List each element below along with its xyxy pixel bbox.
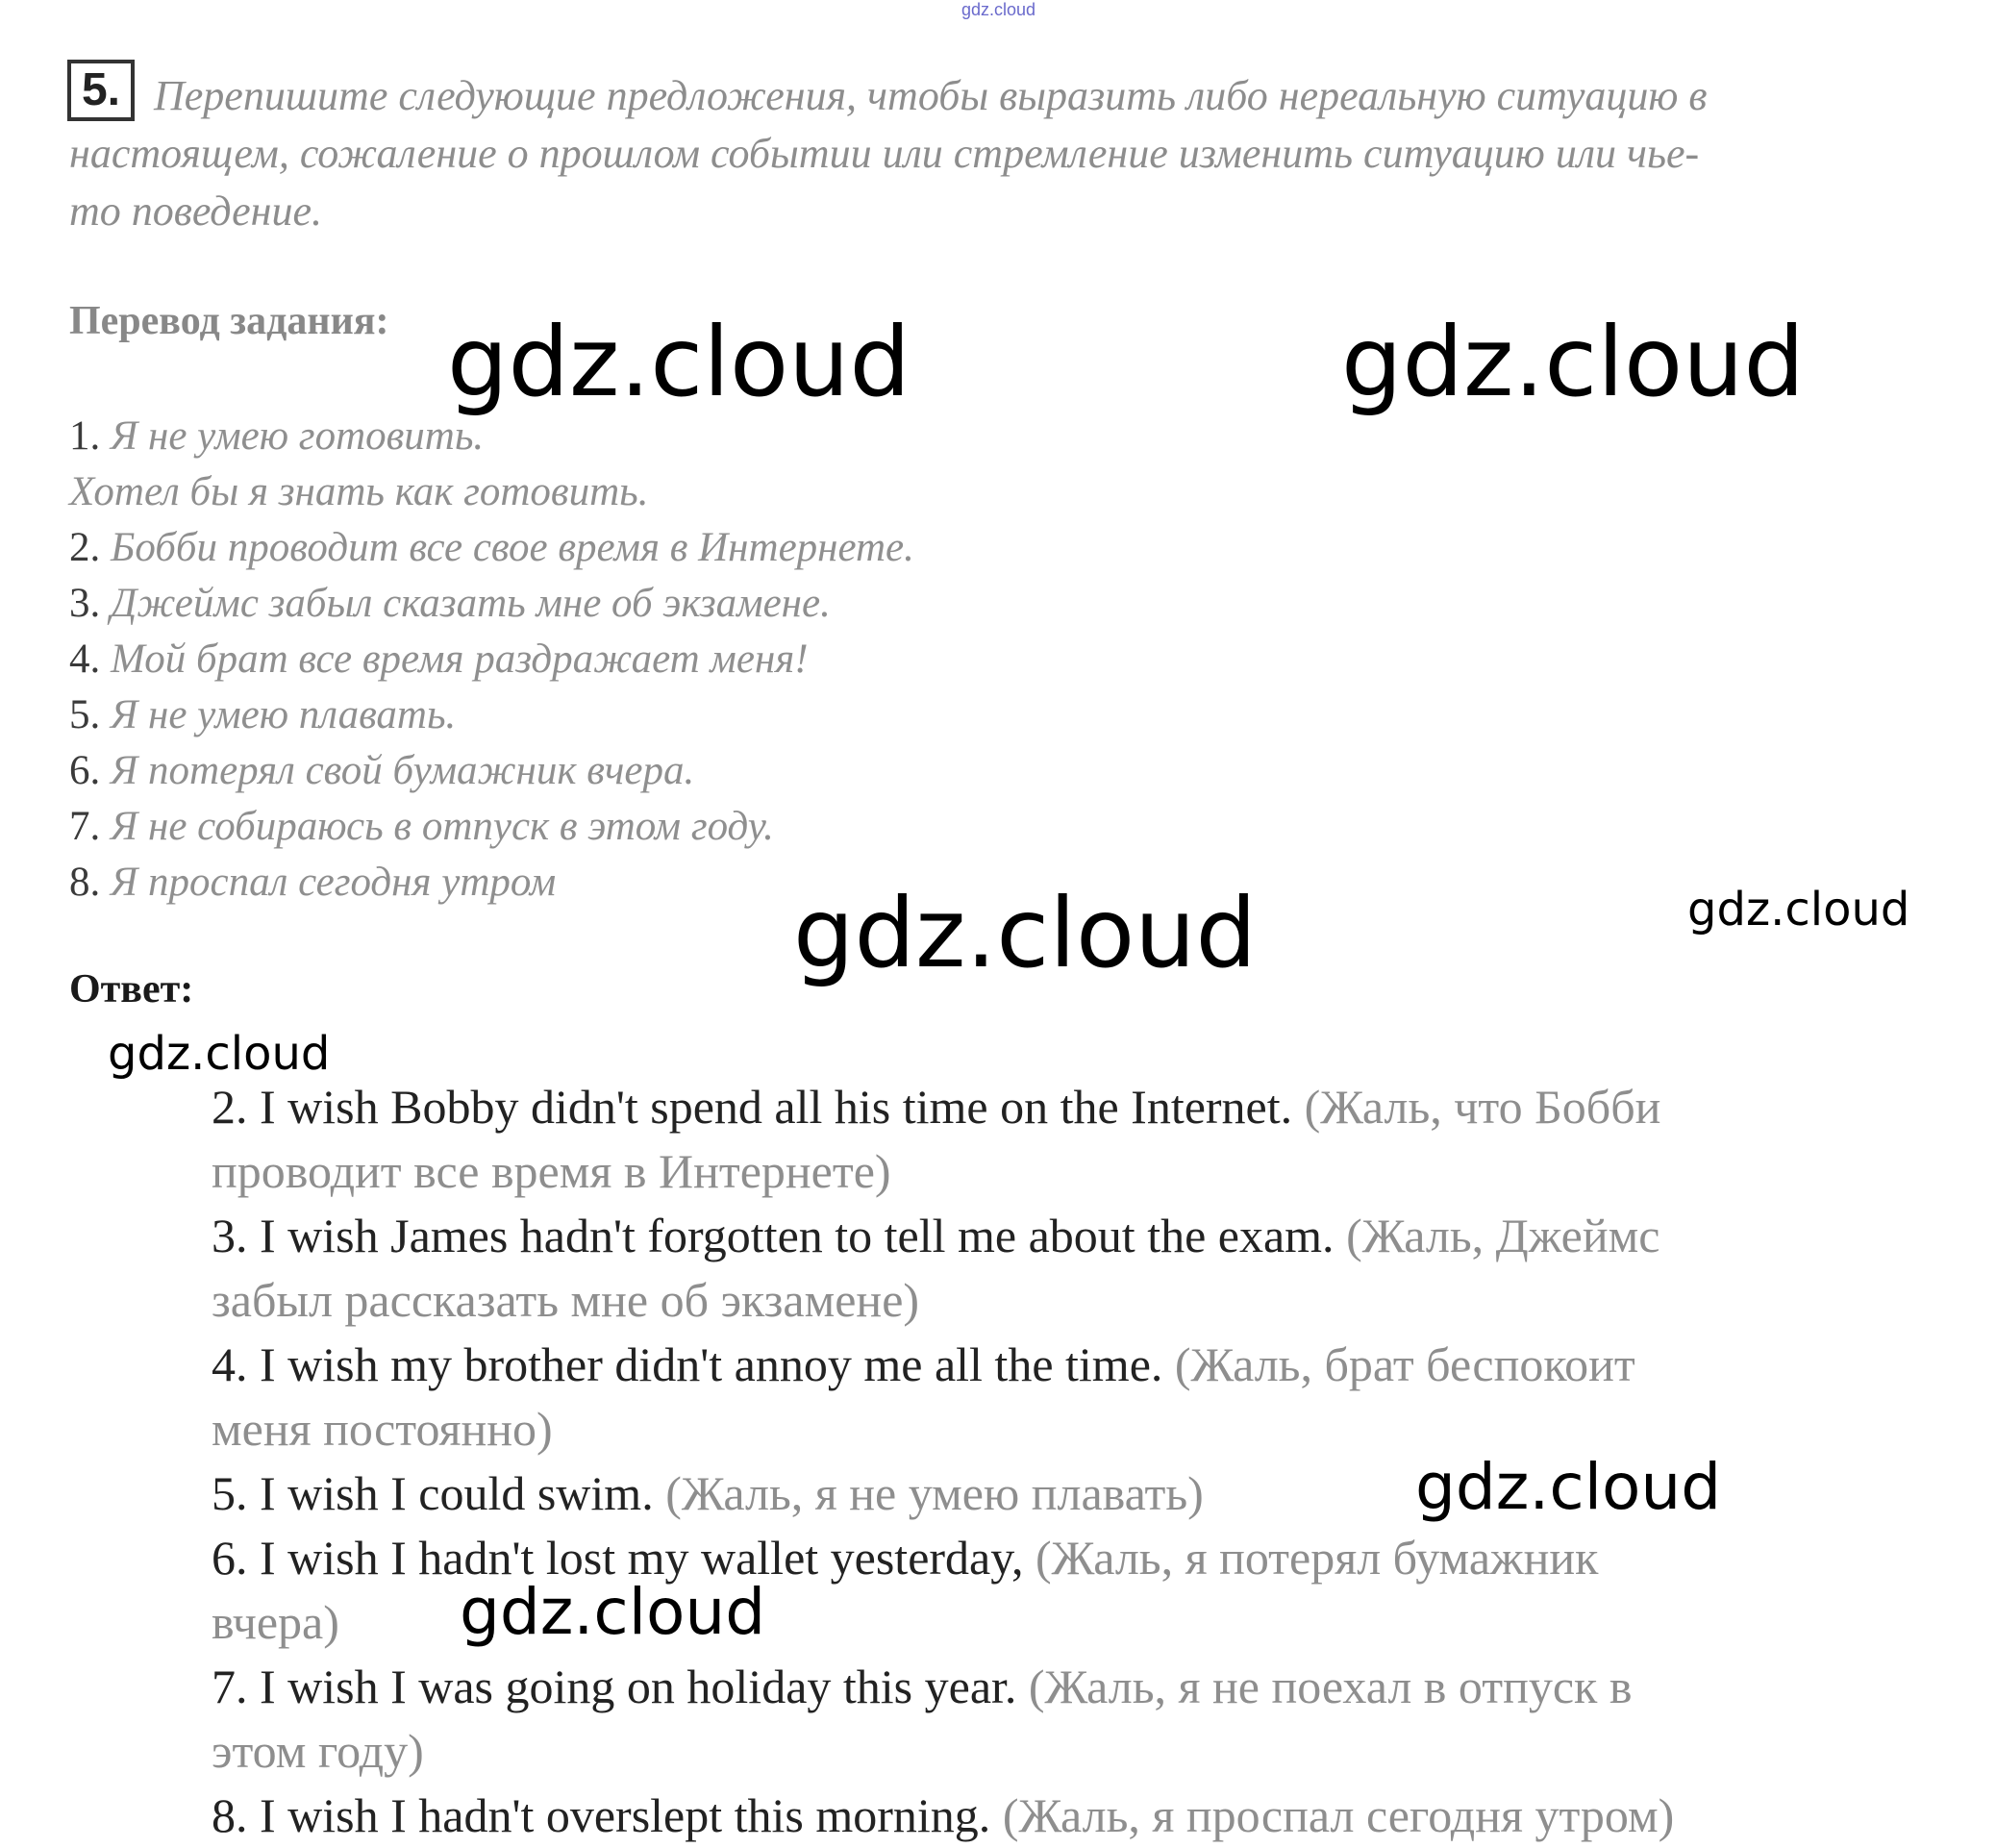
answer-line: 3. I wish James hadn't forgotten to tell me about the exam. (Жаль, Джеймс: [212, 1209, 1660, 1262]
translation-list: [69, 409, 914, 911]
answer-line: 6. I wish I hadn't lost my wallet yesterday, (Жаль, я потерял бумажник: [212, 1531, 1599, 1585]
watermark: gdz.cloud: [1687, 883, 1910, 936]
watermark: gdz.cloud: [108, 1027, 331, 1081]
translation-item: 1. Я не умею готовить.: [69, 413, 485, 459]
answer-line: 8. I wish I hadn't overslept this morning. (Жаль, я проспал сегодня утром): [212, 1788, 1675, 1842]
answer-line: меня постоянно): [212, 1402, 553, 1456]
watermark: gdz.cloud: [460, 1575, 766, 1649]
answer-heading: Ответ:: [69, 967, 194, 1011]
watermark: gdz.cloud: [447, 306, 911, 418]
task-number: 5.: [67, 60, 135, 121]
translation-item: Хотел бы я знать как готовить.: [69, 469, 649, 514]
answer-line: 4. I wish my brother didn't annoy me all the time. (Жаль, брат беспокоит: [212, 1337, 1635, 1391]
answer-line: этом году): [212, 1724, 424, 1778]
task-line-3: то поведение.: [69, 187, 322, 235]
translation-item: 2. Бобби проводит все свое время в Интернете.: [69, 525, 914, 570]
watermark: gdz.cloud: [1415, 1450, 1722, 1524]
watermark: gdz.cloud: [1341, 306, 1806, 418]
translation-item: 5. Я не умею плавать.: [69, 692, 457, 737]
translation-item: 3. Джеймс забыл сказать мне об экзамене.: [69, 581, 831, 626]
translation-item: 6. Я потерял свой бумажник вчера.: [69, 748, 695, 793]
answer-line: 7. I wish I was going on holiday this year. (Жаль, я не поехал в отпуск в: [212, 1660, 1633, 1713]
task-line-1: Перепишите следующие предложения, чтобы выразить либо нереальную ситуацию в: [154, 72, 1708, 119]
translation-item: 4. Мой брат все время раздражает меня!: [69, 637, 809, 682]
answer-line: 2. I wish Bobby didn't spend all his time on the Internet. (Жаль, что Бобби: [212, 1080, 1661, 1134]
translation-heading: Перевод задания:: [69, 299, 389, 343]
answer-line: проводит все время в Интернете): [212, 1144, 891, 1198]
watermark: gdz.cloud: [793, 877, 1258, 989]
top-watermark: gdz.cloud: [961, 0, 1036, 19]
task-line-2: настоящем, сожаление о прошлом событии или стремление изменить ситуацию или чье-: [69, 130, 1700, 177]
answer-line: вчера): [212, 1595, 339, 1649]
translation-item: 8. Я проспал сегодня утром: [69, 860, 557, 905]
answer-line: 5. I wish I could swim. (Жаль, я не умею плавать): [212, 1466, 1204, 1520]
translation-item: 7. Я не собираюсь в отпуск в этом году.: [69, 804, 774, 849]
answer-line: забыл рассказать мне об экзамене): [212, 1273, 920, 1327]
